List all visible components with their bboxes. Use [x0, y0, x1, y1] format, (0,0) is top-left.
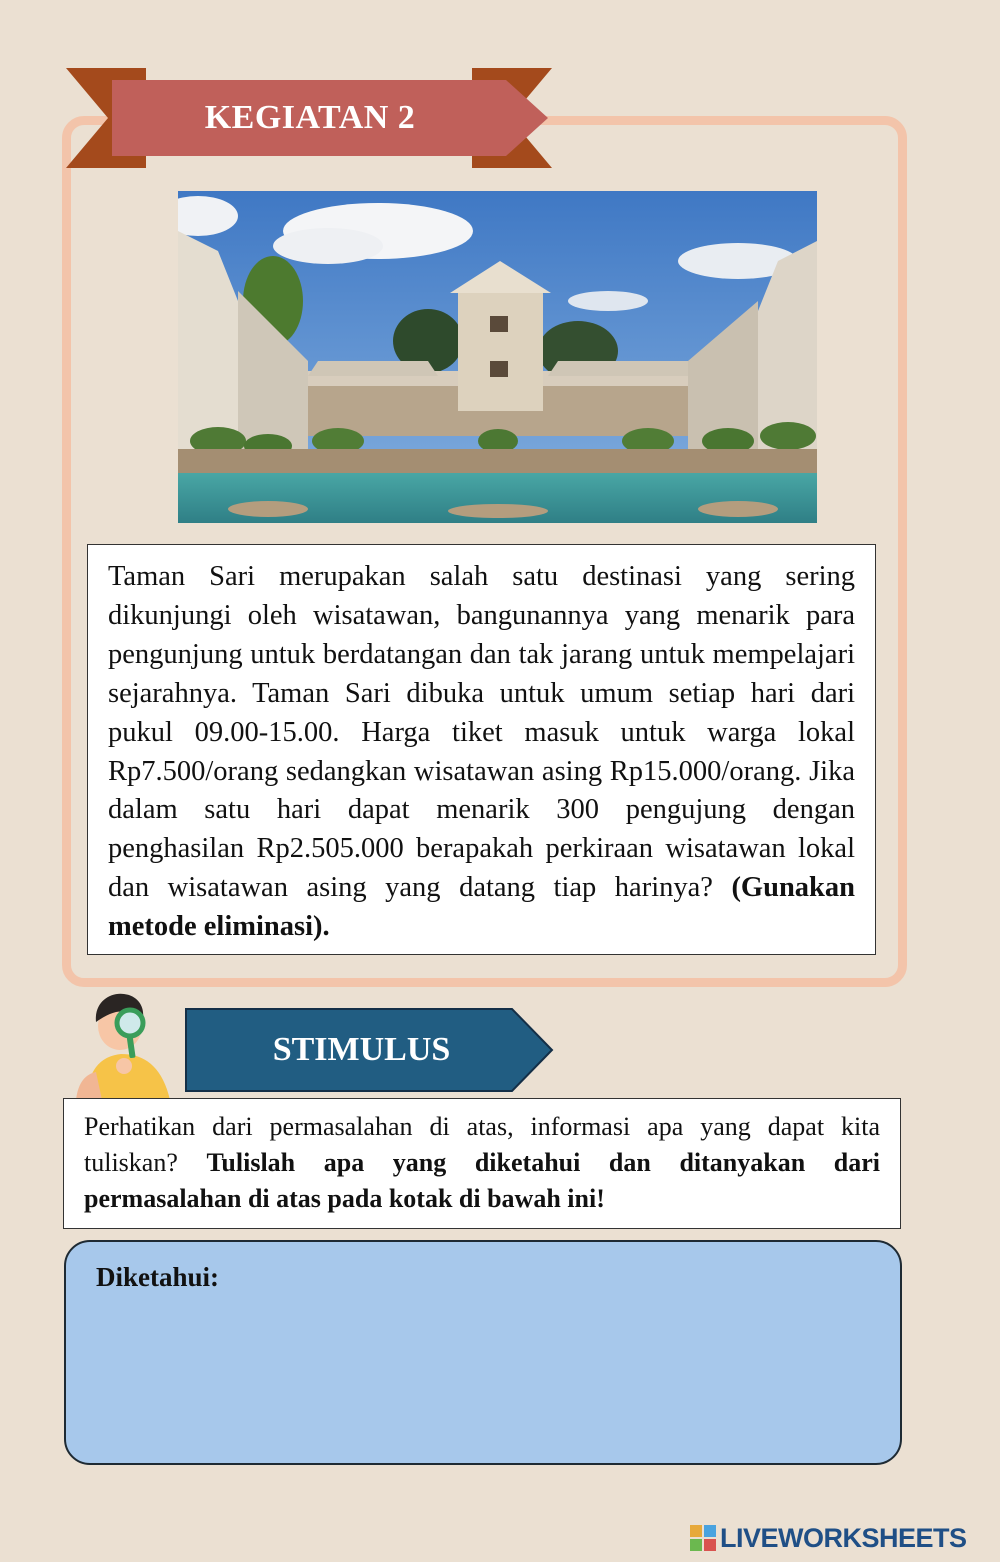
liveworksheets-logo-icon — [690, 1525, 716, 1551]
instruction-text: Perhatikan dari permasalahan di atas, informasi apa yang dapat kita tuliskan? — [84, 1112, 880, 1177]
activity-title: KEGIATAN 2 — [204, 99, 416, 136]
diketahui-label: Diketahui: — [96, 1262, 220, 1292]
diketahui-answer-box[interactable] — [64, 1240, 902, 1465]
problem-text-box — [87, 544, 876, 955]
liveworksheets-logo — [690, 1521, 990, 1555]
problem-method-note: (Gunakan metode eliminasi). — [108, 872, 855, 943]
stimulus-instruction-box — [63, 1098, 901, 1229]
kid-magnifier-icon — [66, 988, 178, 1100]
problem-text: Taman Sari merupakan salah satu destinasi yang sering dikunjungi oleh wisatawan, bangunannya yang menarik para pengunjung untuk berdatangan dan tak jarang untuk mempelajari sejarahnya. Taman Sari dibuka untuk umum setiap hari dari pukul 09.00-15.00. Harga tiket masuk untuk warga lokal Rp7.500/orang sedangkan wisatawan asing Rp15.000/orang. Jika dalam satu hari dapat menarik 300 pengujung dengan penghasilan Rp2.505.000 berapakah perkiraan wisatawan lokal dan wisatawan asing yang datang tiap harinya? — [108, 561, 855, 904]
stimulus-title: STIMULUS — [272, 1031, 451, 1068]
taman-sari-photo — [178, 191, 817, 523]
instruction-bold-text: Tulislah apa yang diketahui dan ditanyakan dari permasalahan di atas pada kotak di bawah ini! — [84, 1148, 880, 1213]
liveworksheets-brand-name: LIVEWORKSHEETS — [720, 1522, 967, 1553]
